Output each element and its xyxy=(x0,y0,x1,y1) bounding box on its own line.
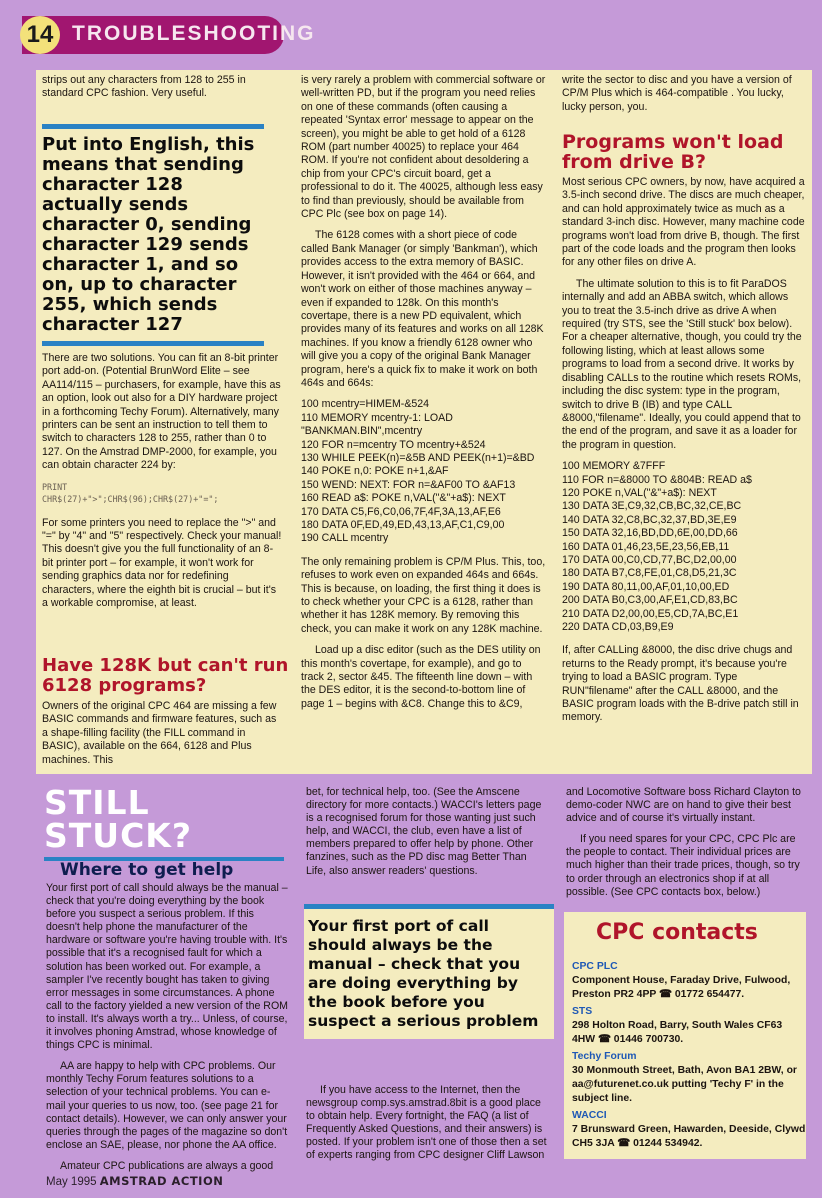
article-column-2 xyxy=(301,74,546,719)
paragraph: Amateur CPC publications are always a good xyxy=(60,1159,274,1172)
contacts-title: CPC contacts xyxy=(596,920,758,945)
section-title: TROUBLESHOOTING xyxy=(72,22,316,45)
paragraph: AA are happy to help with CPC problems. Our monthly Techy Forum features solutions to a selection of your technical problems. You can e-mail your queries to us now, too. (see page 21 for contact details). However, we can only answer your queries through the pages of the magazine so don't enclose an SAE, please, nor phone the AA office. xyxy=(46,1060,288,1151)
contact-address: 7 Brunsward Green, Hawarden, Deeside, Clywd CH5 3JA ☎ 01244 534942. xyxy=(572,1124,806,1149)
paragraph: If, after CALLing &8000, the disc drive chugs and returns to the Ready prompt, it's because you're trying to load a BASIC program. Type RUN"filename" after the CALL &8000, and the BASIC program loads with the B-drive patch still in memory. xyxy=(562,644,799,724)
paragraph: There are two solutions. You can fit an 8-bit printer port add-on. (Potential BrunWord Elite – see AA114/115 – purchasers, for example, have this as an option, look out also for a DIY hardware project in a forthcoming Techy Forum). Alternatively, many printers can be sent an instruction to tell them to switch to characters 128 to 255, rather than 0 to 127. On the Amstrad DMP-2000, for example, you can obtain character 224 by: xyxy=(42,352,281,472)
still-stuck-title-line1: STILL xyxy=(44,783,150,822)
pull-quote: Put into English, this means that sending character 128 actually sends character 0, sending character 129 sends character 1, and so on, up to character 255, which sends character 127 xyxy=(42,124,264,346)
paragraph: The 6128 comes with a short piece of code called Bank Manager (or simply 'Bankman'), which provides access to the extra memory of BASIC. However, it isn't provided with the 464 or 664, and won't work on either of those machines anyway – even if expanded to 128k. On this month's covertape, there is a new PD equivalent, which provides many of its features and works on all 128K machines. If you know a friendly 6128 owner who will give you a copy of the original Bank Manager program, here's a quick fix to make it work on both 464s and 664s: xyxy=(301,229,544,389)
paragraph: strips out any characters from 128 to 255 in standard CPC fashion. Very useful. xyxy=(42,74,246,100)
contact-name: WACCI xyxy=(572,1110,607,1121)
still-stuck-column-3 xyxy=(566,786,810,907)
paragraph: The ultimate solution to this is to fit ParaDOS internally and add an ABBA switch, which allows you to treat the 3.5-inch drive as drive A when required (try STS, see the 'Still stuck' box below). For a cheaper alternative, though, you could try the following listing, which at least allows some programs to load from a second drive. It works by disabling CALLs to the routine which resets ROMs, including the disc system: type in the program, switch to drive B (IB) and type CALL &8000,"filename". Ideally, you could append that to the end of the program, and save it as a loader for the program in question. xyxy=(562,277,802,451)
still-stuck-column-1 xyxy=(46,882,288,1181)
article-column-1 xyxy=(42,74,282,109)
contact-name: CPC PLC xyxy=(572,961,618,972)
paragraph: write the sector to disc and you have a version of CP/M Plus which is 464-compatible . You lucky, lucky person, you. xyxy=(562,74,792,113)
paragraph: If you need spares for your CPC, CPC Plc are the people to contact. Their individual prices are much higher than their trade prices, though, so try to order through an electronics shop if at all possible. (See CPC contacts box, below.) xyxy=(566,833,800,898)
paragraph: Most serious CPC owners, by now, have acquired a 3.5-inch second drive. The discs are much cheaper, and can hold approximately twice as much as a standard 3-inch disc. However, many machine code programs won't load from drive B, though. The first part of the code loads and the program then looks for any other files on drive A. xyxy=(562,176,805,269)
paragraph: The only remaining problem is CP/M Plus. This, too, refuses to work even on expanded 464s and 664s. This is because, on loading, the first thing it does is to check whether your CPC is a 6128, rather than whether it has 128K memory. By removing this check, you can make it work on any 128K machine. xyxy=(301,555,546,635)
still-stuck-title-line2: STUCK? xyxy=(44,816,193,855)
article-column-1-end xyxy=(42,700,282,775)
still-stuck-column-2 xyxy=(306,786,548,886)
contacts-list xyxy=(572,960,806,1154)
paragraph: is very rarely a problem with commercial software or well-written PD, but if the program you need relies on one of these commands (often causing a repeated 'Syntax error' message to appear on the screen), you might be able to get hold of a 6128 ROM (part number 40025) to replace your 464 ROM. If you're not confident about desoldering a chip from your CPC's circuit board, get a professional to do it. The 40025, although less easy to find than previously, should be available from CPC Plc (see box on page 14). xyxy=(301,74,546,221)
paragraph: For some printers you need to replace the ">" and "=" by "4" and "5" respectively. Check your manual! This doesn't give you the full functionality of an 8-bit printer port – for example, it won't work for sending graphics data nor for redefining characters, where the eighth bit is crucial – but it's a workable compromise, at least. xyxy=(42,516,282,610)
section-header xyxy=(22,16,316,54)
pull-quote: Your first port of call should always be the manual – check that you are doing everything by the book before you suspect a serious problem xyxy=(304,904,554,1039)
basic-listing: 100 MEMORY &7FFF 110 FOR n=&8000 TO &804B: READ a$ 120 POKE n,VAL("&"+a$): NEXT 130 DATA 3E,C9,32,CB,BC,32,CE,BC 140 DATA 32,C8,BC,32,37,BD,3E,E9 150 DATA 32,16,BD,DD,6E,00,DD,66 160 DATA 01,46,23,5E,23,56,EB,11 170 DATA 00,C0,CD,77,BC,D2,00,00 180 DATA B7,C8,FE,01,C8,D5,21,3C 190 DATA 80,11,00,AF,01,10,00,ED 200 DATA B0,C3,00,AF,E1,CD,83,BC 210 DATA D2,00,00,E5,CD,7A,BC,E1 220 DATA CD,03,B9,E9 xyxy=(562,460,752,633)
paragraph: Load up a disc editor (such as the DES utility on this month's covertape, for example), and go to track 2, sector &45. The fifteenth line down – with the DES editor, it is the second-to-bottom line of page 1 – begins with &C8. Change this to &C9, xyxy=(301,644,541,710)
paragraph: Your first port of call should always be the manual – check that you're doing everything by the book before you suspect a serious problem. If this doesn't help phone the manufacturer of the hardware or software you're having trouble with. It's possible that it's a recognised fault for which a solution has been worked out. For example, a sampler I've recently bought has taken to giving error messages in some circumstances. A phone call to the factory yielded a new version of the ROM to install. It's always worth a try... Unless, of course, it involves phoning Amstrad, whose knowledge of things CPC is minimal. xyxy=(46,882,289,1052)
basic-listing: 100 mcentry=HIMEM-&524 110 MEMORY mcentry-1: LOAD "BANKMAN.BIN",mcentry 120 FOR n=mcentry TO mcentry+&524 130 WHILE PEEK(n)=&5B AND PEEK(n+1)=&BD 140 POKE n,0: POKE n+1,&AF 150 WEND: NEXT: FOR n=&AF00 TO &AF13 160 READ a$: POKE n,VAL("&"+a$): NEXT 170 DATA C5,F6,C0,06,7F,4F,3A,13,AF,E6 180 DATA 0F,ED,49,ED,43,13,AF,C1,C9,00 190 CALL mcentry xyxy=(301,398,535,545)
subheading: Where to get help xyxy=(60,860,234,880)
issue-date: May 1995 xyxy=(46,1176,97,1188)
article-column-3 xyxy=(562,74,807,122)
still-stuck-title xyxy=(44,783,193,855)
paragraph: Owners of the original CPC 464 are missing a few BASIC commands and firmware features, such as a shape-filling facility (the FILL command in BASIC), available on the 664, 6128 and Plus machines. This xyxy=(42,700,277,766)
paragraph: bet, for technical help, too. (See the Amscene directory for more contacts.) WACCI's letters page is a recognised forum for those wanting just such help, and WACCI, the club, even have a list of members prepared to offer help by phone. Other fanzines, such as the PD disc mag Better Than Life, also answer readers' questions. xyxy=(306,786,542,877)
contact-address: 30 Monmouth Street, Bath, Avon BA1 2BW, or aa@futurenet.co.uk putting 'Techy F' in the subject line. xyxy=(572,1065,797,1104)
section-heading-drive-b: Programs won't load from drive B? xyxy=(562,131,784,173)
page-footer xyxy=(46,1174,223,1188)
article-column-3-body xyxy=(562,176,807,733)
still-stuck-column-2-end xyxy=(306,1084,548,1171)
paragraph: and Locomotive Software boss Richard Clayton to demo-coder NWC are on hand to give their best advice and of course it's virtually instant. xyxy=(566,786,801,825)
article-column-1-body xyxy=(42,352,282,619)
page-number: 14 xyxy=(20,16,60,54)
magazine-name: AMSTRAD ACTION xyxy=(99,1174,224,1188)
contact-address: 298 Holton Road, Barry, South Wales CF63 4HW ☎ 01446 700730. xyxy=(572,1020,783,1045)
code-listing: PRINT CHR$(27)+">";CHR$(96);CHR$(27)+"="; xyxy=(42,481,219,504)
paragraph: If you have access to the Internet, then the newsgroup comp.sys.amstrad.8bit is a good place to obtain help. Every fortnight, the FAQ (a list of Frequently Asked Questions, and their answers) is posted. If your problem isn't one of those then a set of experts ranging from CPC designer Cliff Lawson xyxy=(306,1084,547,1162)
contact-address: Component House, Faraday Drive, Fulwood, Preston PR2 4PP ☎ 01772 654477. xyxy=(572,975,791,1000)
section-heading-128k: Have 128K but can't run 6128 programs? xyxy=(42,655,289,696)
contact-name: STS xyxy=(572,1006,593,1017)
contacts-box xyxy=(564,912,806,1159)
contact-name: Techy Forum xyxy=(572,1051,637,1062)
